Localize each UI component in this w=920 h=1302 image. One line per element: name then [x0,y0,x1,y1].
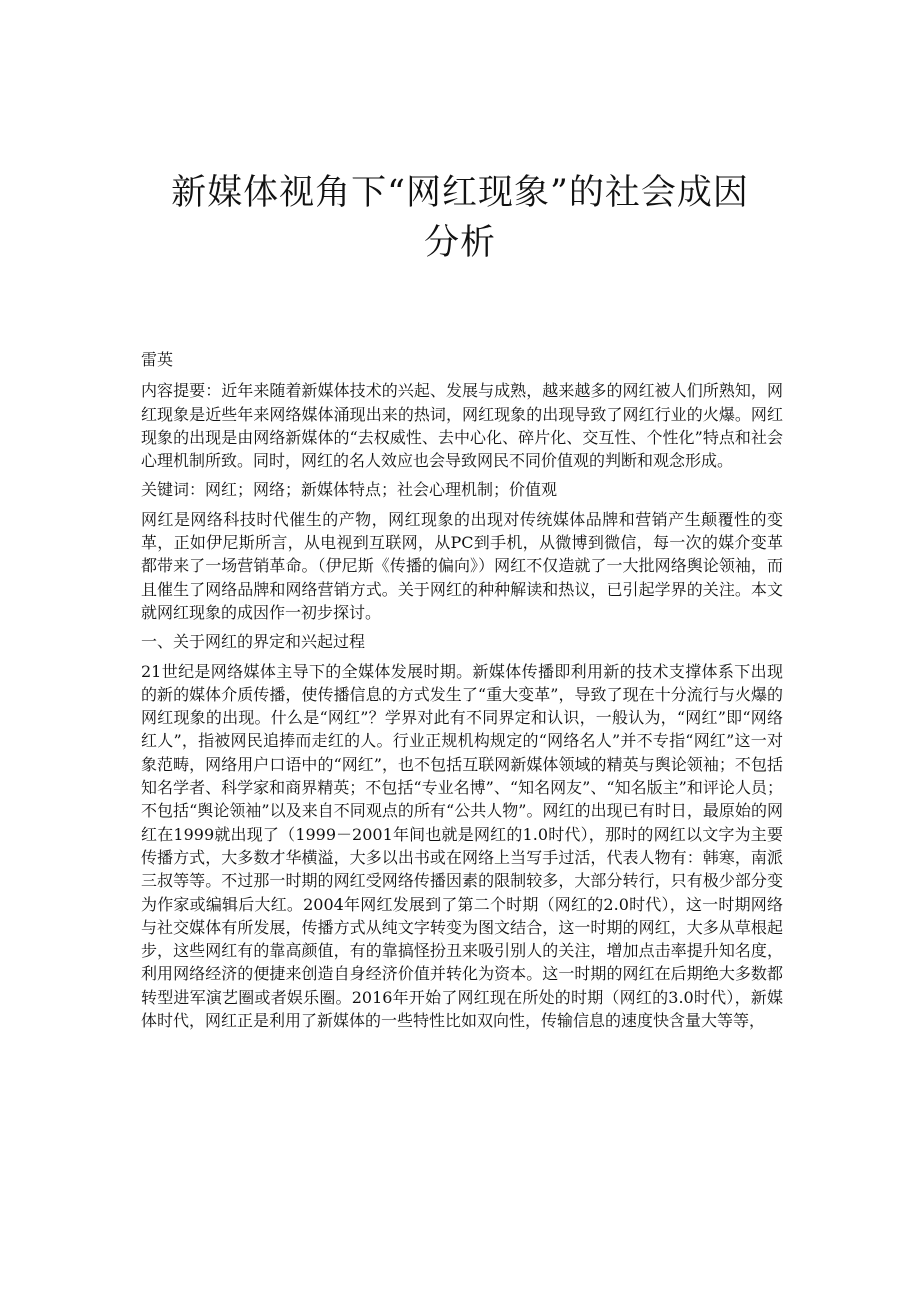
abstract-paragraph: 内容提要：近年来随着新媒体技术的兴起、发展与成熟，越来越多的网红被人们所熟知，网红现象是近些年来网络媒体涌现出来的热词，网红现象的出现导致了网红行业的火爆。网红现象的出现是由网络新媒体的“去权威性、去中心化、碎片化、交互性、个性化”特点和社会心理机制所致。同时，网红的名人效应也会导致网民不同价值观的判断和观念形成。 [141,381,783,471]
document-body [141,348,783,1038]
author: 雷英 [141,350,174,369]
title-line-2: 分析 [423,223,496,263]
section-heading: 一、关于网红的界定和兴起过程 [141,632,366,652]
intro-paragraph: 网红是网络科技时代催生的产物，网红现象的出现对传统媒体品牌和营销产生颠覆性的变革，正如伊尼斯所言，从电视到互联网，从PC到手机，从微博到微信，每一次的媒介变革都带来了一场营销革命。（伊尼斯《传播的偏向》）网红不仅造就了一大批网络舆论领袖，而且催生了网络品牌和网络营销方式。关于网红的种种解读和热议，已引起学界的关注。本文就网红现象的成因作一初步探讨。 [141,509,783,622]
document-title [120,168,800,268]
title-line-1: 新媒体视角下“网红现象”的社会成因 [171,173,749,213]
keywords-paragraph: 关键词：网红；网络；新媒体特点；社会心理机制；价值观 [141,480,558,500]
section-body-paragraph: 21世纪是网络媒体主导下的全媒体发展时期。新媒体传播即利用新的技术支撑体系下出现的新的媒体介质传播，使传播信息的方式发生了“重大变革”，导致了现在十分流行与火爆的网红现象的出现。什么是“网红”？学界对此有不同界定和认识，一般认为，“网红”即“网络红人”，指被网民追捧而走红的人。行业正规机构规定的“网络名人”并不专指“网红”这一对象范畴，网络用户口语中的“网红”，也不包括互联网新媒体领域的精英与舆论领袖；不包括知名学者、科学家和商界精英；不包括“专业名博”、“知名网友”、“知名版主”和评论人员；不包括“舆论领袖”以及来自不同观点的所有“公共人物”。网红的出现已有时日，最原始的网红在1999就出现了（1999－2001年间也就是网红的1.0时代），那时的网红以文字为主要传播方式，大多数才华横溢，大多以出书或在网络上当写手过活，代表人物有：韩寒，南派三叔等等。不过那一时期的网红受网络传播因素的限制较多，大部分转行，只有极少部分变为作家或编辑后大红。2004年网红发展到了第二个时期（网红的2.0时代），这一时期网络与社交媒体有所发展，传播方式从纯文字转变为图文结合，这一时期的网红，大多从草根起步，这些网红有的靠高颜值，有的靠搞怪扮丑来吸引别人的关注，增加点击率提升知名度，利用网络经济的便捷来创造自身经济价值并转化为资本。这一时期的网红在后期绝大多数都转型进军演艺圈或者娱乐圈。2016年开始了网红现在所处的时期（网红的3.0时代），新媒体时代，网红正是利用了新媒体的一些特性比如双向性，传输信息的速度快含量大等等， [141,661,783,1031]
